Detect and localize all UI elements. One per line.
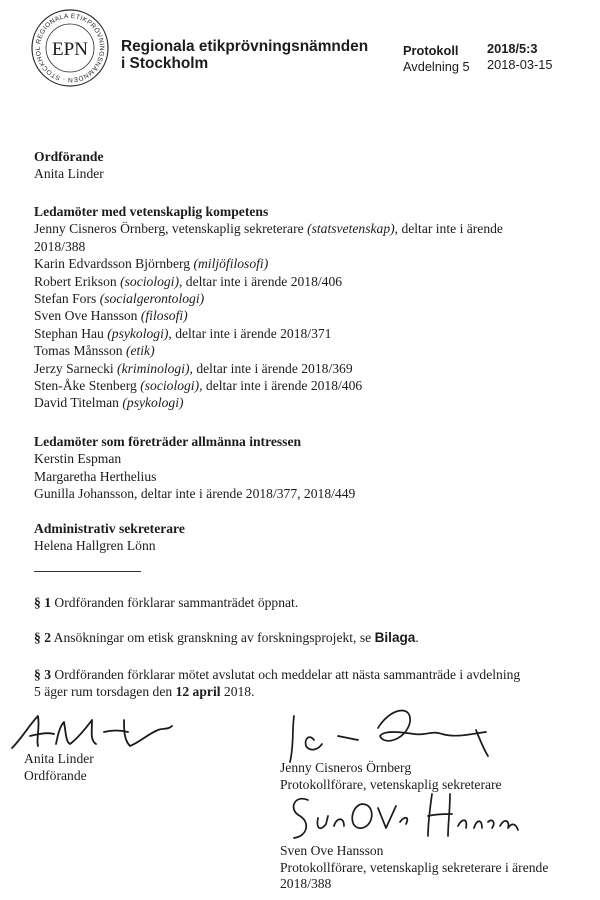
member-row: Margaretha Herthelius <box>34 468 157 484</box>
member-row: Tomas Månsson (etik) <box>34 343 155 359</box>
signatory-role: Protokollförare, vetenskaplig sekreterare <box>280 776 502 792</box>
member-row: Sten-Åke Stenberg (sociologi), deltar inte i ärende 2018/406 <box>34 378 363 394</box>
signatory-role: Protokollförare, vetenskaplig sekreterare i ärende <box>280 859 549 875</box>
chair-name: Anita Linder <box>34 166 104 182</box>
document-type-block <box>403 43 470 75</box>
member-row: Sven Ove Hansson (filosofi) <box>34 308 188 324</box>
member-row: Stephan Hau (psykologi), deltar inte i ärende 2018/371 <box>34 325 332 341</box>
section-number: § 2 <box>34 630 51 645</box>
member-row: Kerstin Espman <box>34 451 122 467</box>
division: Avdelning 5 <box>403 59 470 74</box>
scientific-members-section <box>34 203 582 412</box>
signatory-name: Sven Ove Hansson <box>280 843 384 858</box>
member-row: Karin Edvardsson Björnberg (miljöfilosofi) <box>34 256 269 272</box>
admin-name: Helena Hallgren Lönn <box>34 538 156 554</box>
signature-block-chair <box>24 751 94 784</box>
signatory-role: 2018/388 <box>280 876 332 892</box>
section-number: § 1 <box>34 595 51 610</box>
organization-name-line1: Regionala etikprövningsnämnden <box>121 38 369 55</box>
section-1: § 1 Ordföranden förklarar sammanträdet öppnat. <box>34 595 299 610</box>
svg-text:EPN: EPN <box>52 39 88 60</box>
signature-sven-ove-hansson <box>282 786 522 848</box>
signatory-name: Anita Linder <box>24 751 94 766</box>
member-row: Gunilla Johansson, deltar inte i ärende 2018/377, 2018/449 <box>34 486 356 502</box>
section-number: § 3 <box>34 667 51 682</box>
signature-anita-linder <box>8 708 188 756</box>
signatory-role: Ordförande <box>24 767 87 783</box>
member-row: Robert Erikson (sociologi), deltar inte i ärende 2018/406 <box>34 273 343 289</box>
public-heading: Ledamöter som företräder allmänna intressen <box>34 434 302 449</box>
admin-section <box>34 520 582 555</box>
chair-section <box>34 148 582 183</box>
admin-heading: Administrativ sekreterare <box>34 521 185 536</box>
scientific-heading: Ledamöter med vetenskaplig kompetens <box>34 204 269 219</box>
attachment-reference: Bilaga <box>374 630 416 645</box>
section-2: § 2 Ansökningar om etisk granskning av forskningsprojekt, se Bilaga. <box>34 630 419 645</box>
epn-seal-logo <box>30 8 110 88</box>
organization-name <box>121 38 368 72</box>
section-3: § 3 Ordföranden förklarar mötet avslutat och meddelar att nästa sammanträde i avdelning 5 äger rum torsdagen den 12 april 2018. <box>34 667 521 700</box>
member-row: David Titelman (psykologi) <box>34 395 184 411</box>
chair-heading: Ordförande <box>34 149 104 164</box>
meeting-date: 12 april <box>175 684 221 700</box>
member-row: Jenny Cisneros Örnberg, vetenskaplig sekreterare (statsvetenskap), deltar inte i ärende <box>34 221 503 237</box>
document-date: 2018-03-15 <box>487 57 553 72</box>
signature-block-secretary-2 <box>280 843 548 893</box>
document-number: 2018/5:3 <box>487 41 538 56</box>
divider-line <box>34 571 141 572</box>
member-row: 2018/388 <box>34 238 86 254</box>
member-row: Jerzy Sarnecki (kriminologi), deltar inte i ärende 2018/369 <box>34 360 353 376</box>
public-members-section <box>34 433 582 503</box>
document-type: Protokoll <box>403 43 459 58</box>
signatory-name: Jenny Cisneros Örnberg <box>280 760 412 775</box>
organization-name-line2: i Stockholm <box>121 55 209 72</box>
reference-block <box>487 41 552 73</box>
member-row: Stefan Fors (socialgerontologi) <box>34 291 205 307</box>
svg-text:REGIONALA ETIKPRÖVNINGSNÄMNDEN: REGIONALA ETIKPRÖVNINGSNÄMNDEN · STOCKHOL <box>34 12 106 84</box>
